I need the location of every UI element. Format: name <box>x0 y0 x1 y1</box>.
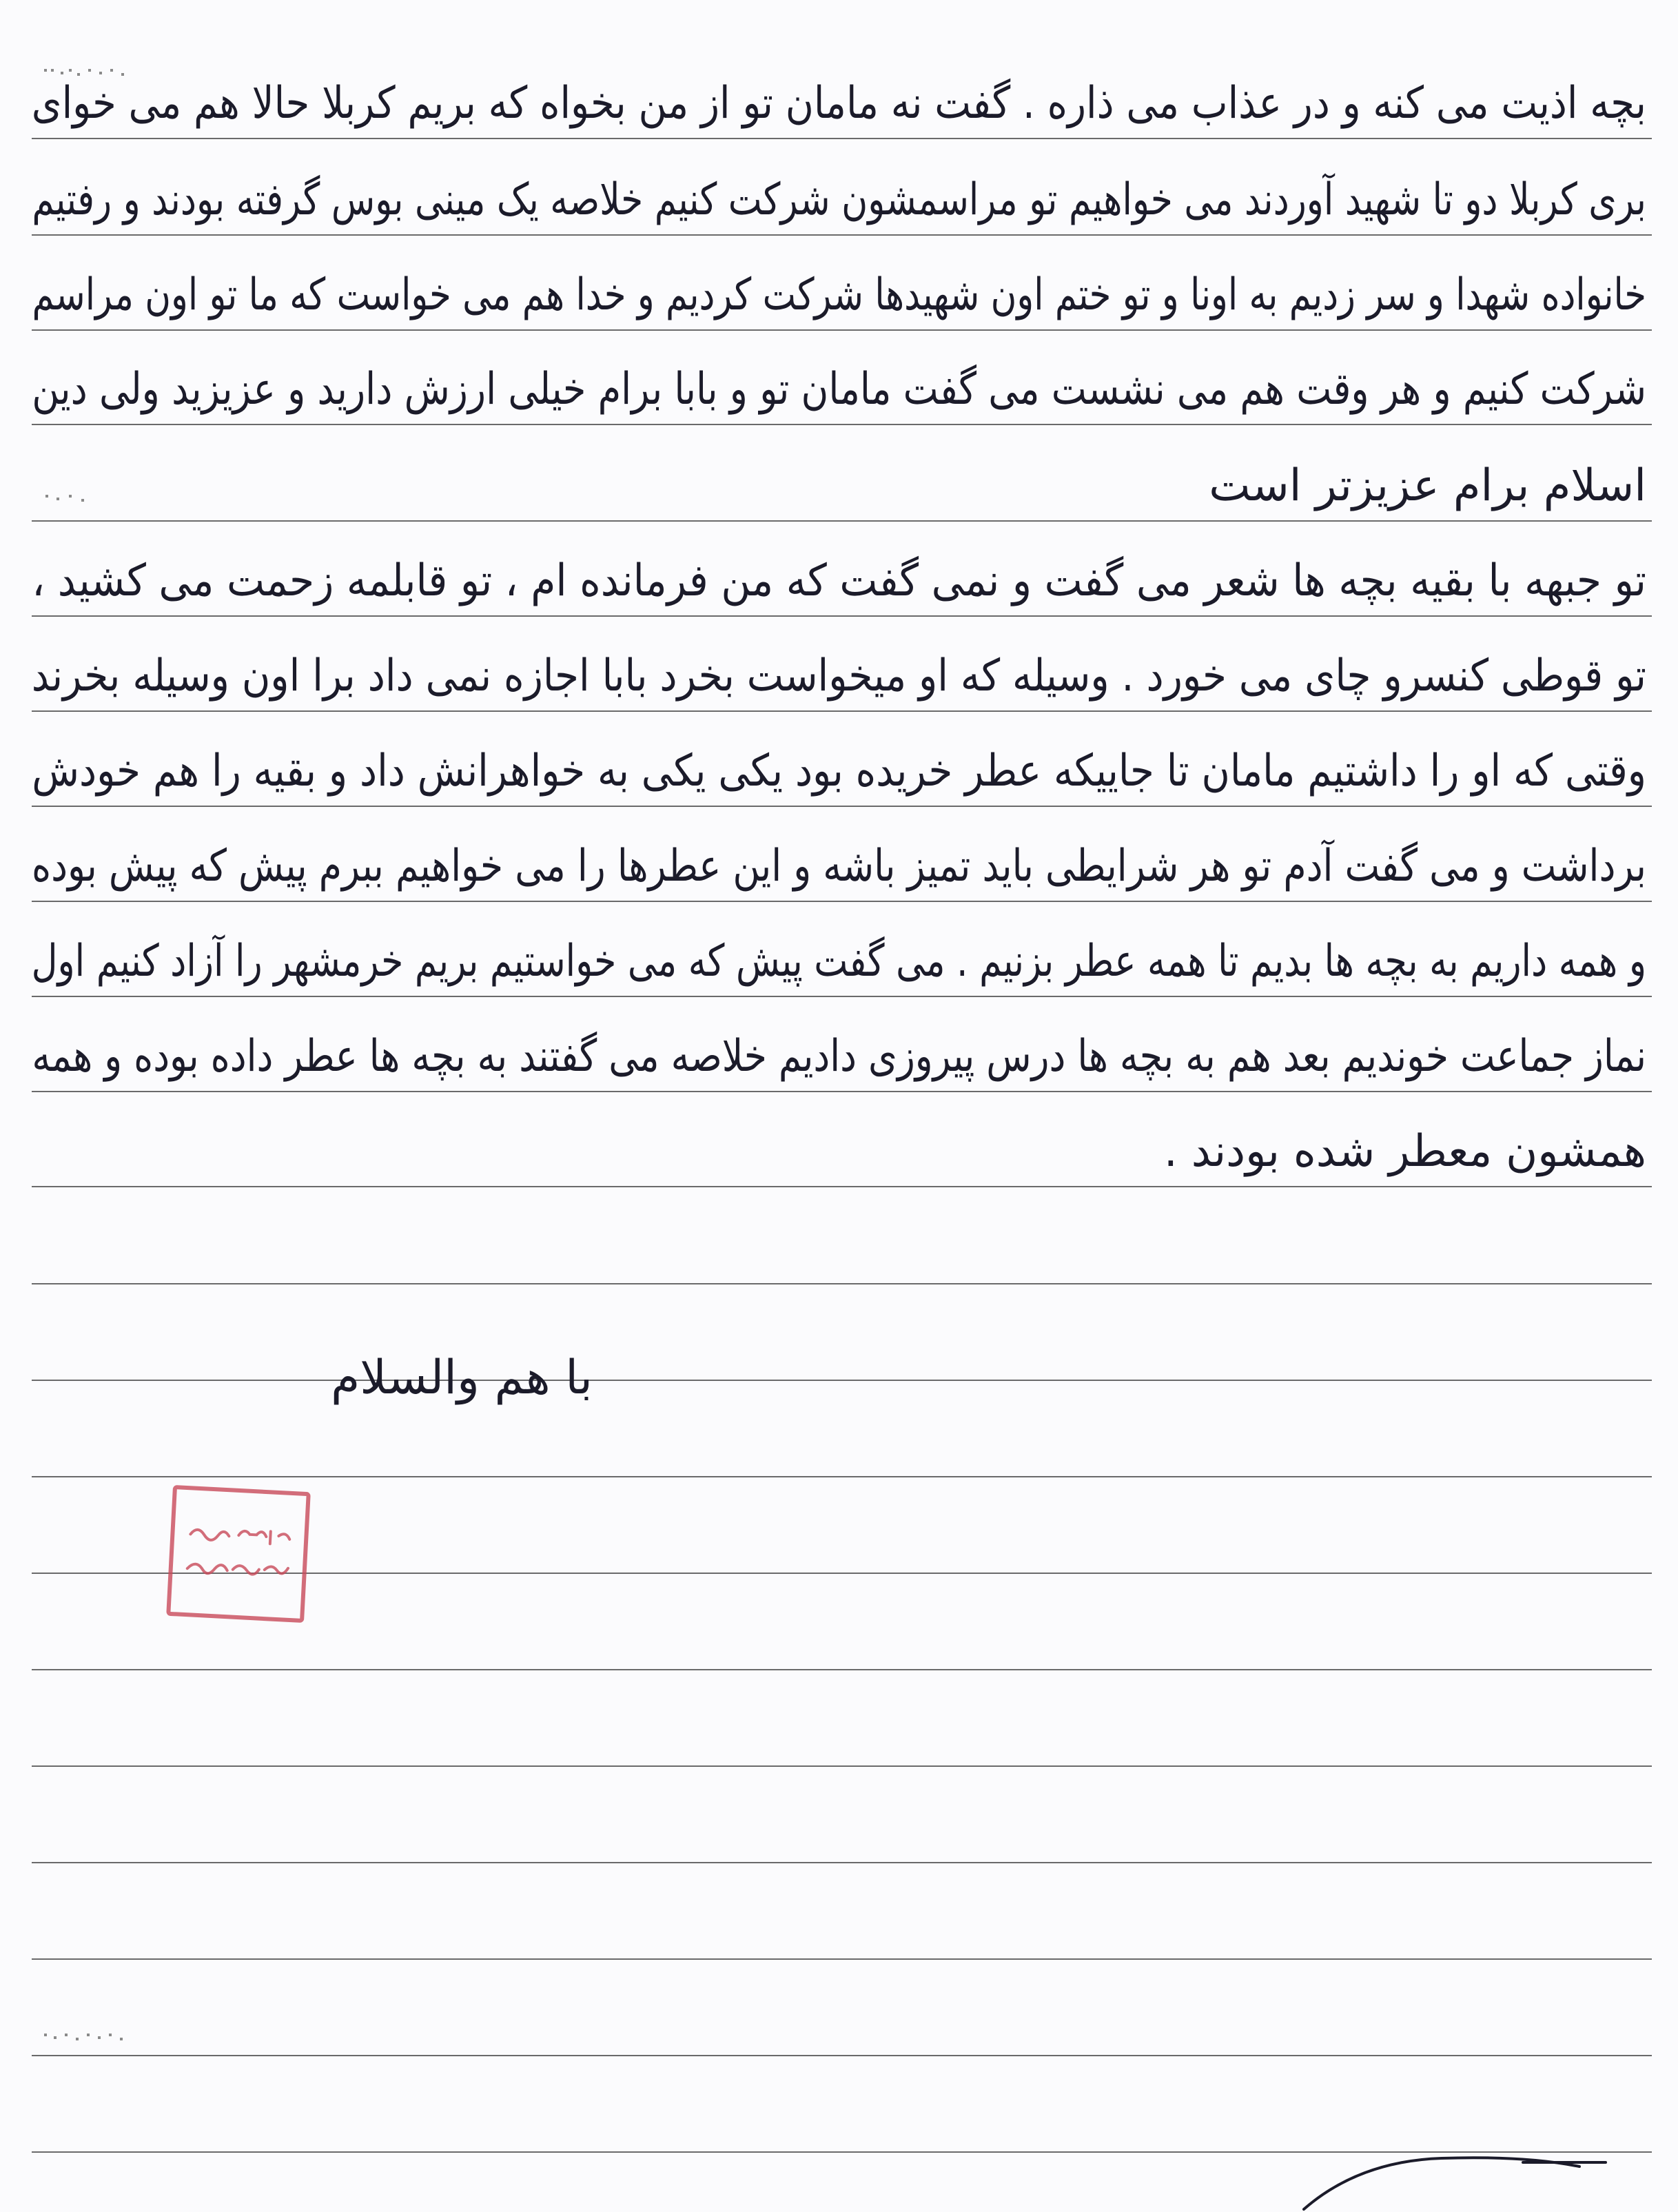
rule-line <box>32 520 1652 522</box>
signature-mark <box>1296 2143 1654 2212</box>
margin-dots <box>41 491 138 511</box>
rule-line <box>32 234 1652 236</box>
rule-line <box>32 1862 1652 1863</box>
rule-line <box>32 806 1652 807</box>
rule-line <box>32 329 1652 331</box>
rule-line <box>32 2055 1652 2056</box>
letter-line-5: اسلام برام عزیزتر است <box>1209 460 1646 511</box>
rule-line <box>32 1283 1652 1284</box>
rule-line <box>32 424 1652 425</box>
red-stamp <box>166 1485 311 1623</box>
letter-line-7: تو قوطی کنسرو چای می خورد . وسیله که او میخواست بخرد بابا اجازه نمی داد برا اون وسیله بخرند <box>31 651 1646 702</box>
rule-line <box>32 710 1652 712</box>
letter-line-3: خانواده شهدا و سر زدیم به اونا و تو ختم اون شهیدها شرکت کردیم و خدا هم می خواست که ما تو اون مراسم <box>32 269 1646 320</box>
rule-line <box>32 1476 1652 1477</box>
rule-line <box>32 1186 1652 1187</box>
letter-line-8: وقتی که او را داشتیم مامان تا جاییکه عطر خریده بود یکی یکی به خواهرانش داد و بقیه را هم خودش <box>32 746 1646 797</box>
rule-line <box>32 1669 1652 1670</box>
rule-line <box>32 1091 1652 1092</box>
margin-dots <box>41 2029 138 2050</box>
letter-line-1: بچه اذیت می کنه و در عذاب می ذاره . گفت نه مامان تو از من بخواه که بریم کربلا حالا هم می خوای <box>31 78 1647 129</box>
letter-line-11: نماز جماعت خوندیم بعد هم به بچه ها درس پیروزی دادیم خلاصه می گفتند به بچه ها عطر داده بوده و همه <box>32 1031 1647 1082</box>
rule-line <box>32 138 1652 139</box>
rule-line <box>32 996 1652 997</box>
rule-line <box>32 615 1652 617</box>
rule-line <box>32 1958 1652 1960</box>
closing-salutation: با هم والسلام <box>331 1351 593 1405</box>
letter-line-6: تو جبهه با بقیه بچه ها شعر می گفت و نمی گفت که من فرمانده ام ، تو قابلمه زحمت می کشید ، <box>32 555 1646 606</box>
rule-line <box>32 901 1652 902</box>
letter-line-10: و همه داریم به بچه ها بدیم تا همه عطر بزنیم . می گفت پیش که می خواستیم بریم خرمشهر را آزاد کنیم اول <box>31 936 1647 987</box>
letter-line-2: بری کربلا دو تا شهید آوردند می خواهیم تو مراسمشون شرکت کنیم خلاصه یک مینی بوس گرفته بودند و رفتیم <box>32 174 1646 225</box>
letter-line-9: برداشت و می گفت آدم تو هر شرایطی باید تمیز باشه و این عطرها را می خواهیم ببرم پیش که پیش بوده <box>31 841 1647 892</box>
letter-line-4: شرکت کنیم و هر وقت هم می نشست می گفت مامان تو و بابا برام خیلی ارزش دارید و عزیزید ولی دین <box>32 364 1646 415</box>
rule-line <box>32 1380 1652 1381</box>
rule-line <box>32 1765 1652 1767</box>
letter-line-12: همشون معطر شده بودند . <box>1163 1126 1646 1177</box>
